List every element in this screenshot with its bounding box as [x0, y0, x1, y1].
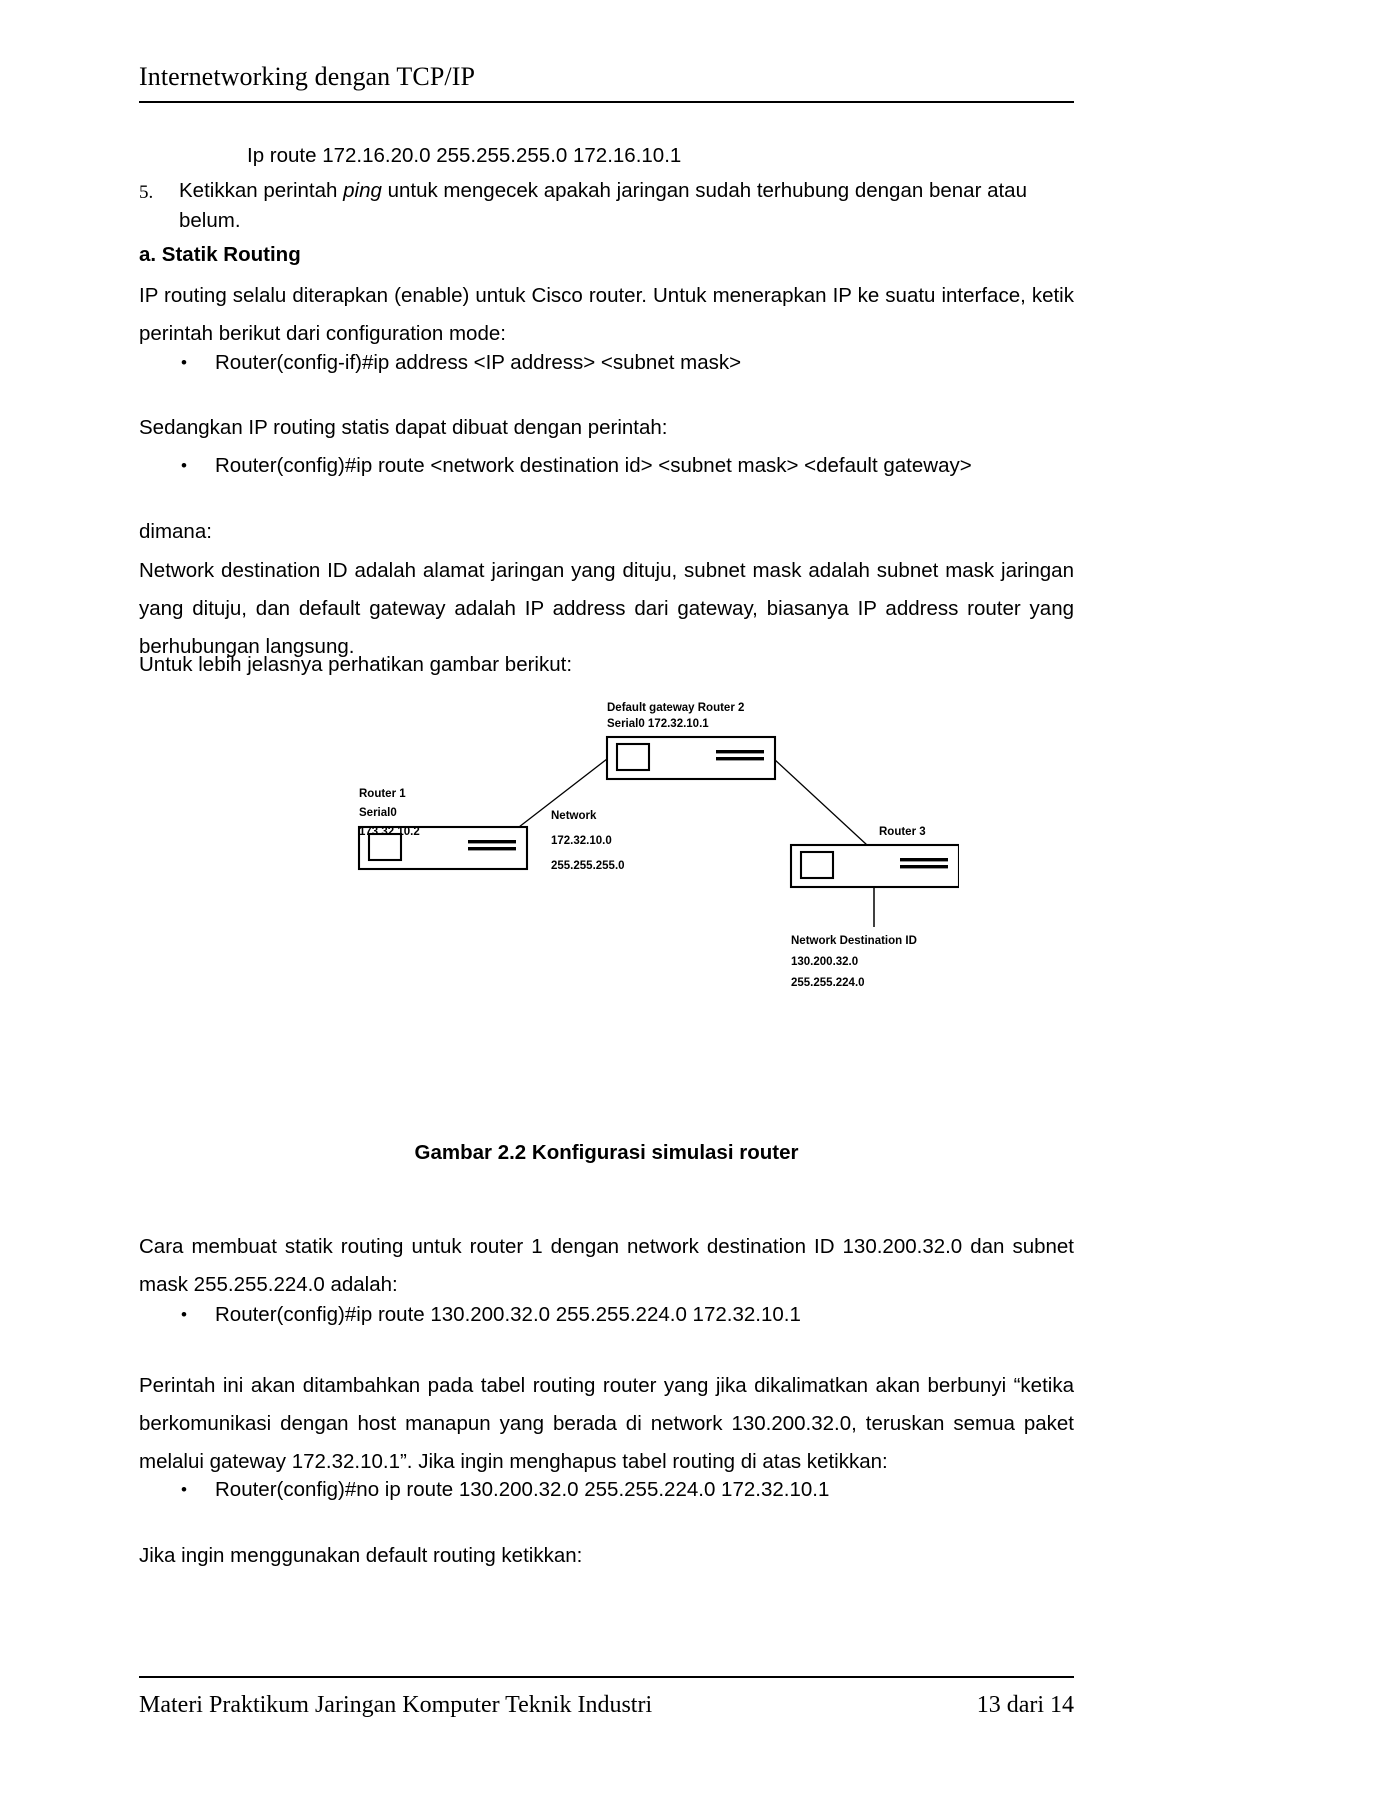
section-heading-statik-routing: a. Statik Routing [139, 243, 301, 266]
router-3-node [791, 845, 959, 887]
router1-label-line2: Serial0 [359, 807, 397, 819]
bullet-item-no-ip-route [139, 1475, 1074, 1505]
paragraph-default-routing: Jika ingin menggunakan default routing ketikkan: [139, 1544, 583, 1567]
router2-label-line2: Serial0 172.32.10.1 [607, 718, 709, 730]
footer-divider [139, 1676, 1074, 1678]
bullet-item-ip-address [139, 348, 1074, 378]
bullet-text: Router(config-if)#ip address <IP address> <subnet mask> [215, 351, 742, 374]
numbered-list-item-5 [139, 176, 1074, 236]
dest-label-line2: 130.200.32.0 [791, 956, 859, 968]
list-text-before: Ketikkan perintah [179, 179, 344, 202]
list-text-after: untuk mengecek apakah jaringan sudah terhubung dengan benar atau belum. [179, 179, 1027, 232]
list-text-italic: ping [343, 179, 382, 202]
paragraph-perintah-ini: Perintah ini akan ditambahkan pada tabel routing router yang jika dikalimatkan akan berbunyi “ketika berkomunikasi dengan host manapun yang berada di network 130.200.32.0, teruskan semua paket melalui gateway 172.32.10.1”. Jika ingin menghapus tabel routing di atas ketikkan: [139, 1374, 1074, 1473]
router2-label-line1: Default gateway Router 2 [607, 702, 745, 714]
router1-label-line3: 173.32.10.2 [359, 826, 420, 838]
header-divider [139, 101, 1074, 103]
paragraph-sedangkan-ip-routing: Sedangkan IP routing statis dapat dibuat dengan perintah: [139, 416, 668, 439]
bullet-dot-icon: • [181, 353, 187, 372]
bullet-text: Router(config)#no ip route 130.200.32.0 255.255.224.0 172.32.10.1 [215, 1478, 830, 1501]
network-label-line3: 255.255.255.0 [551, 860, 625, 872]
bullet-text: Router(config)#ip route 130.200.32.0 255.255.224.0 172.32.10.1 [215, 1303, 801, 1326]
network-label-line2: 172.32.10.0 [551, 835, 612, 847]
router-2-node [607, 737, 775, 779]
router3-label: Router 3 [879, 826, 926, 838]
dest-label-line1: Network Destination ID [791, 935, 917, 947]
code-line-ip-route: Ip route 172.16.20.0 255.255.255.0 172.16.10.1 [247, 144, 682, 167]
page-header [139, 62, 1074, 92]
bullet-item-ip-route-example [139, 1300, 1074, 1330]
bullet-dot-icon: • [181, 1480, 187, 1499]
paragraph-dimana: dimana: [139, 520, 212, 543]
list-item-text [179, 176, 1074, 236]
network-topology-svg [339, 697, 959, 987]
paragraph-cara-membuat: Cara membuat statik routing untuk router 1 dengan network destination ID 130.200.32.0 dan subnet mask 255.255.224.0 adalah: [139, 1235, 1074, 1296]
list-number: 5. [139, 182, 154, 203]
link-router2-router3 [774, 759, 867, 845]
network-diagram-figure [339, 697, 959, 987]
page-footer [139, 1690, 1074, 1720]
header-title: Internetworking dengan TCP/IP [139, 62, 476, 91]
page-content [139, 0, 1074, 1800]
dest-label-line3: 255.255.224.0 [791, 977, 865, 987]
network-label-line1: Network [551, 810, 597, 822]
router1-label-line1: Router 1 [359, 788, 406, 800]
figure-caption: Gambar 2.2 Konfigurasi simulasi router [414, 1141, 799, 1164]
footer-left-text: Materi Praktikum Jaringan Komputer Teknik Industri [139, 1692, 653, 1718]
bullet-item-ip-route [139, 451, 1074, 481]
paragraph-untuk-lebih-jelasnya: Untuk lebih jelasnya perhatikan gambar berikut: [139, 653, 573, 676]
footer-page-number: 13 dari 14 [976, 1692, 1074, 1718]
bullet-dot-icon: • [181, 1305, 187, 1324]
bullet-text: Router(config)#ip route <network destination id> <subnet mask> <default gateway> [215, 454, 972, 477]
paragraph-ip-routing-intro: IP routing selalu diterapkan (enable) untuk Cisco router. Untuk menerapkan IP ke suatu interface, ketik perintah berikut dari configuration mode: [139, 284, 1074, 345]
paragraph-definisi: Network destination ID adalah alamat jaringan yang dituju, subnet mask adalah subnet mask jaringan yang dituju, dan default gateway adalah IP address dari gateway, biasanya IP address router yang berhubungan langsung. [139, 559, 1074, 658]
bullet-dot-icon: • [181, 456, 187, 475]
